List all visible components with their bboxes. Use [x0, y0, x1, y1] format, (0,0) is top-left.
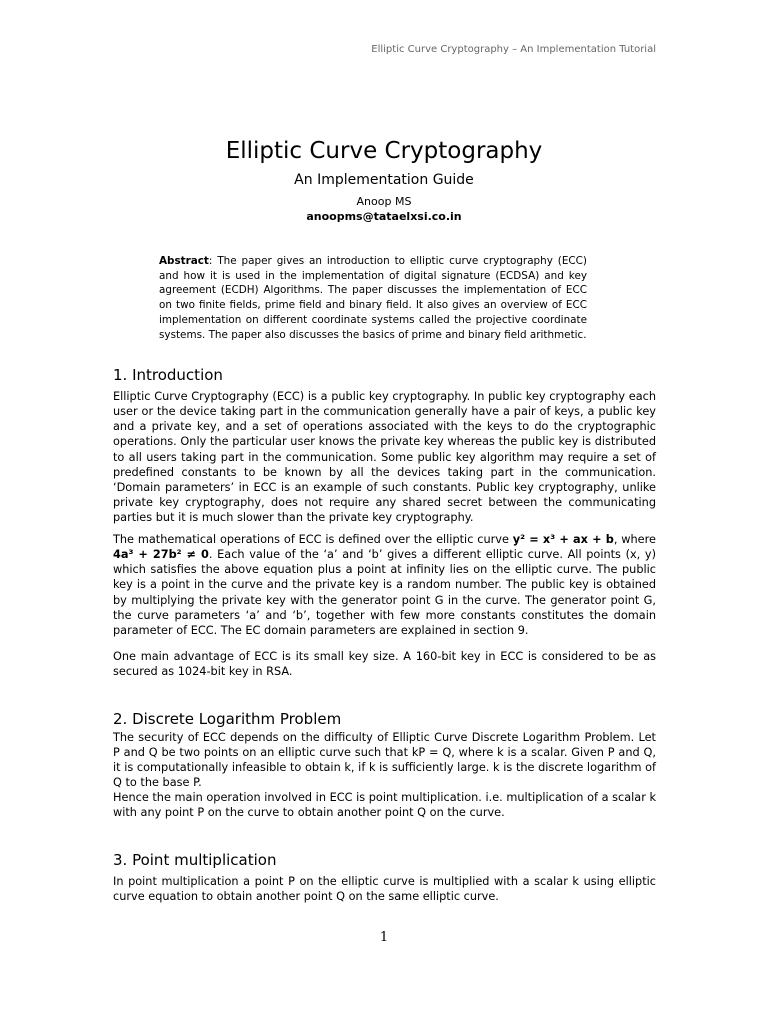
- paper-title: Elliptic Curve Cryptography: [225, 138, 543, 164]
- intro-paragraph-2: [113, 532, 656, 638]
- dlp-paragraph-1: The security of ECC depends on the difficulty of Elliptic Curve Discrete Logarithm Problem. Let P and Q be two points on an elliptic curve such that kP = Q, where k is a scalar. Given P and Q, it is computationally infeasible to obtain k, if k is sufficiently large. k is the discrete logarithm of Q to the base P.: [113, 731, 656, 790]
- intro-paragraph-3: One main advantage of ECC is its small key size. A 160-bit key in ECC is considered to be as secured as 1024-bit key in RSA.: [113, 650, 656, 679]
- intro-paragraph-2-text-a: The mathematical operations of ECC is defined over the elliptic curve: [113, 533, 513, 546]
- abstract-label: Abstract: [159, 255, 209, 267]
- author-name: Anoop MS: [356, 195, 412, 208]
- intro-paragraph-1: Elliptic Curve Cryptography (ECC) is a public key cryptography. In public key cryptography each user or the device taking part in the communication generally have a pair of keys, a public key and a private key, and a set of operations associated with the keys to do the cryptographic operations. Only the particular user knows the private key whereas the public key is distributed to all users taking part in the communication. Some public key algorithm may require a set of predefined constants to be known by all the devices taking part in the communication. ‘Domain parameters’ in ECC is an example of such constants. Public key cryptography, unlike private key cryptography, does not require any shared secret between the communicating parties but it is much slower than the private key cryptography.: [113, 390, 656, 525]
- intro-paragraph-2-text-b: , where: [613, 533, 656, 546]
- section-heading-discrete-log: 2. Discrete Logarithm Problem: [113, 710, 342, 728]
- page-number: 1: [379, 930, 389, 945]
- running-header: Elliptic Curve Cryptography – An Implementation Tutorial: [371, 44, 656, 55]
- abstract: [159, 254, 587, 342]
- author-email: anoopms@tataelxsi.co.in: [306, 210, 462, 223]
- section-heading-introduction: 1. Introduction: [113, 366, 223, 384]
- intro-paragraph-2-text-c: . Each value of the ‘a’ and ‘b’ gives a different elliptic curve. All points (x, y) which satisfies the above equation plus a point at infinity lies on the elliptic curve. The public key is a point in the curve and the private key is a random number. The public key is obtained by multiplying the private key with the generator point G in the curve. The generator point G, the curve parameters ‘a’ and ‘b’, together with few more constants constitutes the domain parameter of ECC. The EC domain parameters are explained in section 9.: [113, 548, 656, 637]
- dlp-paragraph-2: Hence the main operation involved in ECC is point multiplication. i.e. multiplication of a scalar k with any point P on the curve to obtain another point Q on the curve.: [113, 791, 656, 820]
- section-heading-point-multiplication: 3. Point multiplication: [113, 851, 277, 869]
- paper-subtitle: An Implementation Guide: [294, 172, 474, 188]
- curve-condition: 4a³ + 27b² ≠ 0: [113, 548, 209, 562]
- title-block: [0, 136, 768, 224]
- abstract-text: : The paper gives an introduction to elliptic curve cryptography (ECC) and how it is used in the implementation of digital signature (ECDSA) and key agreement (ECDH) Algorithms. The paper discusses the implementation of ECC on two finite fields, prime field and binary field. It also gives an overview of ECC implementation on different coordinate systems called the projective coordinate systems. The paper also discusses the basics of prime and binary field arithmetic.: [159, 255, 587, 341]
- curve-equation: y² = x³ + ax + b: [512, 533, 614, 546]
- pm-paragraph-1: In point multiplication a point P on the elliptic curve is multiplied with a scalar k using elliptic curve equation to obtain another point Q on the same elliptic curve.: [113, 875, 656, 904]
